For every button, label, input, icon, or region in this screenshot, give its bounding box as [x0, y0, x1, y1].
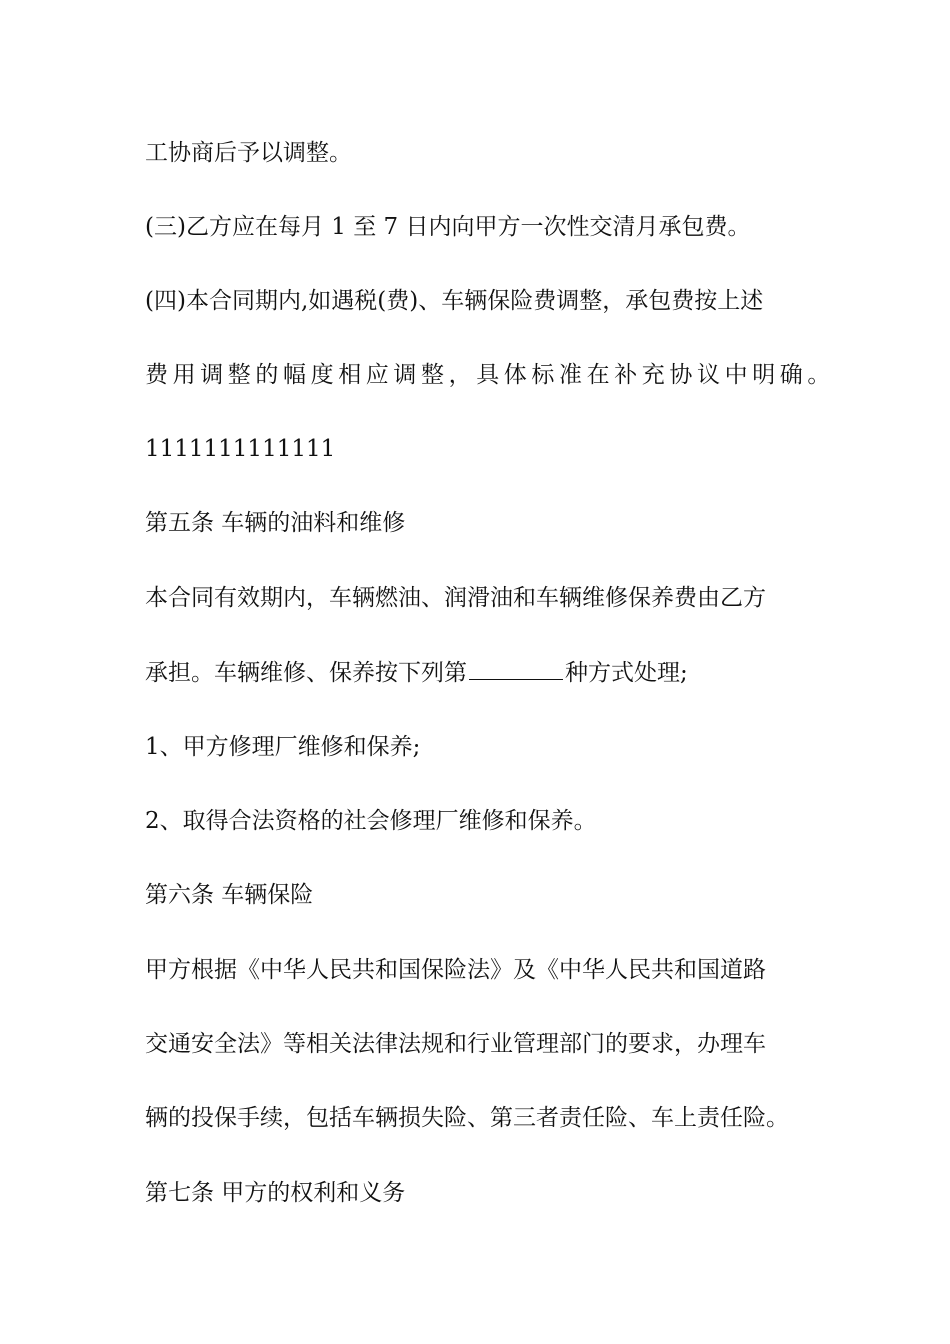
paragraph-line-13: 甲方根据《中华人民共和国保险法》及《中华人民共和国道路 [145, 957, 766, 983]
paragraph-line-3: (四)本合同期内,如遇税(费)、车辆保险费调整，承包费按上述 [145, 288, 764, 314]
paragraph-line-8-before-blank: 承担。车辆维修、保养按下列第 [145, 660, 467, 686]
paragraph-line-5: 1111111111111 [145, 436, 336, 462]
paragraph-line-2: (三)乙方应在每月 1 至 7 日内向甲方一次性交清月承包费。 [145, 214, 751, 240]
paragraph-line-8 [145, 657, 688, 688]
section-heading-7: 第七条 甲方的权利和义务 [145, 1180, 406, 1206]
section-heading-5: 第五条 车辆的油料和维修 [145, 510, 406, 536]
list-item-1: 1、甲方修理厂维修和保养; [145, 734, 421, 760]
paragraph-line-15: 辆的投保手续，包括车辆损失险、第三者责任险、车上责任险。 [145, 1105, 789, 1131]
paragraph-line-8-after-blank: 种方式处理; [565, 660, 688, 686]
paragraph-line-4: 费用调整的幅度相应调整，具体标准在补充协议中明确。 [145, 362, 835, 388]
fill-in-blank [469, 657, 563, 680]
list-item-2: 2、取得合法资格的社会修理厂维修和保养。 [145, 808, 597, 834]
section-heading-6: 第六条 车辆保险 [145, 882, 314, 908]
paragraph-line-7: 本合同有效期内，车辆燃油、润滑油和车辆维修保养费由乙方 [145, 585, 766, 611]
paragraph-line-1: 工协商后予以调整。 [145, 140, 352, 166]
paragraph-line-14: 交通安全法》等相关法律法规和行业管理部门的要求，办理车 [145, 1031, 766, 1057]
